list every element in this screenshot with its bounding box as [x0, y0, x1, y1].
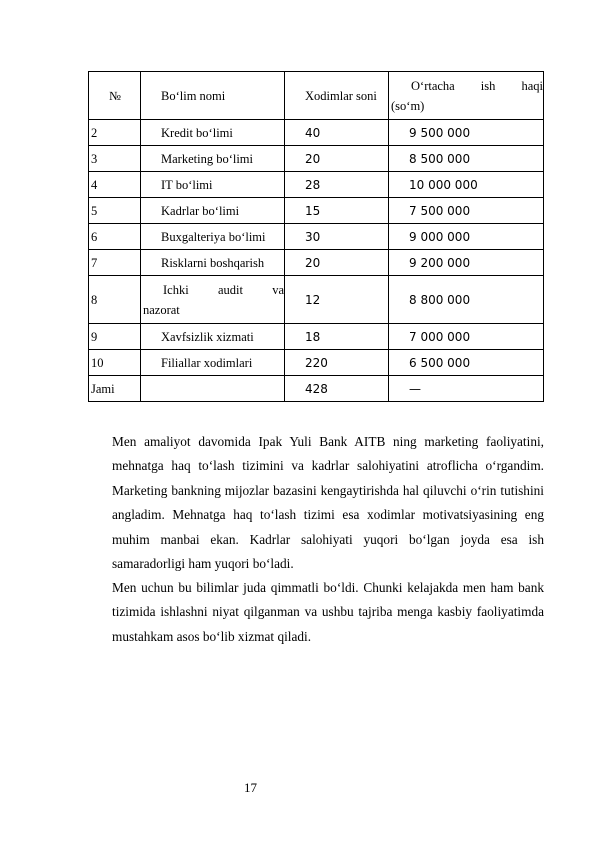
table-row: 6 Buxgalteriya bo‘limi 30 9 000 000: [89, 224, 544, 250]
department-name-cell: Ichki audit va nazorat: [141, 276, 285, 324]
table-row: 8 Ichki audit va nazorat 12 8 800 000: [89, 276, 544, 324]
page-number: 17: [244, 780, 257, 795]
table-row: 10 Filiallar xodimlari 220 6 500 000: [89, 350, 544, 376]
paragraph-conclusion: Men amaliyot davomida Ipak Yuli Bank AITB ning marketing faoliyatini, mehnatga haq to‘lash tizimini va kadrlar salohiyatini atroflicha o‘rgandim. Marketing bankning mijozlar bazasini kengaytirishda hal qiluvchi o‘rin tutishini angladim. Mehnatga haq to‘lash tizimi esa xodimlar motivatsiyasining eng muhim manbai ekan. Kadrlar salohiyati yuqori bo‘lgan joyda esa ish samaradorligi ham yuqori bo‘ladi.: [112, 434, 544, 572]
table-total-row: Jami 428 —: [89, 376, 544, 402]
department-staff-table: [88, 71, 544, 402]
table-row: 9 Xavfsizlik xizmati 18 7 000 000: [89, 324, 544, 350]
header-staff-count: Xodimlar soni: [285, 72, 389, 120]
header-department-name: Bo‘lim nomi: [141, 72, 285, 120]
paragraph-reflection: Men uchun bu bilimlar juda qimmatli bo‘ldi. Chunki kelajakda men ham bank tizimida ishlashni niyat qilganman va ushbu tajriba menga kasbiy faoliyatimda mustahkam asos bo‘lib xizmat qiladi.: [112, 580, 544, 644]
header-number: №: [89, 72, 141, 120]
table-header-row: [89, 72, 544, 120]
table-row: 7 Risklarni boshqarish 20 9 200 000: [89, 250, 544, 276]
table-row: 2 Kredit bo‘limi 40 9 500 000: [89, 120, 544, 146]
table-row: 3 Marketing bo‘limi 20 8 500 000: [89, 146, 544, 172]
table-row: 5 Kadrlar bo‘limi 15 7 500 000: [89, 198, 544, 224]
header-average-salary: O‘rtacha ish haqi (so‘m): [389, 72, 544, 120]
table-row: 4 IT bo‘limi 28 10 000 000: [89, 172, 544, 198]
